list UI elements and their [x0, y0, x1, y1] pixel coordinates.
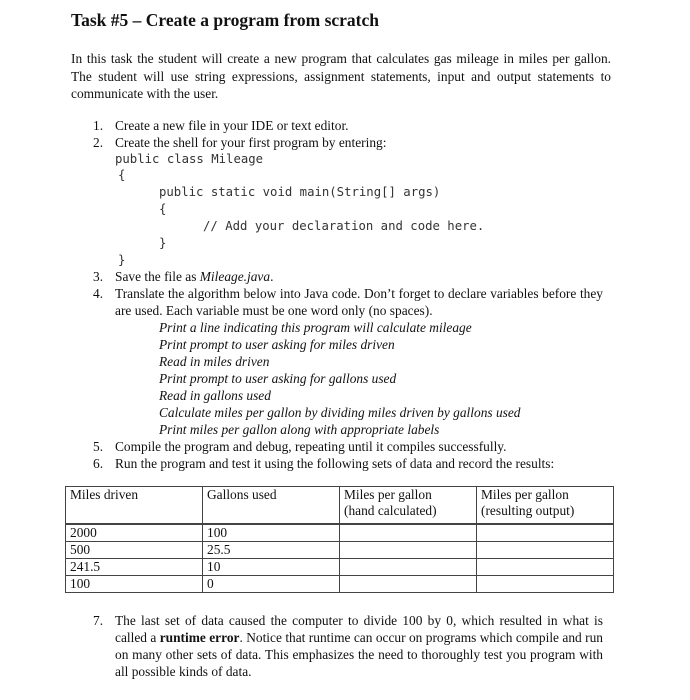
- cell-mpg-output: [477, 559, 614, 576]
- table-row: [66, 576, 614, 593]
- algorithm-line: Print prompt to user asking for miles driven: [159, 337, 395, 352]
- filename-mileage-java: Mileage.java: [199, 269, 271, 284]
- table-row: [66, 542, 614, 559]
- table-row: [66, 559, 614, 576]
- cell-miles: 100: [66, 576, 203, 593]
- algorithm-line: Print prompt to user asking for gallons used: [159, 371, 397, 386]
- step-5-number: 5.: [93, 439, 104, 454]
- cell-gallons: 0: [203, 576, 340, 593]
- algorithm-line: Read in miles driven: [159, 354, 270, 369]
- cell-miles: 2000: [66, 525, 203, 542]
- step-7-number: 7.: [93, 613, 104, 628]
- cell-gallons: 100: [203, 525, 340, 542]
- cell-gallons: 10: [203, 559, 340, 576]
- step-1-number: 1.: [93, 118, 104, 133]
- results-table: [65, 486, 614, 593]
- cell-gallons: 25.5: [203, 542, 340, 559]
- intro-paragraph: In this task the student will create a new program that calculates gas mileage in miles per gallon. The student will use string expressions, assignment statements, input and output statements to communicate with the user.: [71, 51, 611, 101]
- step-5-text: Compile the program and debug, repeating until it compiles successfully.: [115, 439, 507, 454]
- step-3-text: Save the file as Mileage.java.: [115, 269, 274, 284]
- step-4-number: 4.: [93, 286, 104, 301]
- algorithm-line: Read in gallons used: [159, 388, 271, 403]
- cell-miles: 241.5: [66, 559, 203, 576]
- algorithm-line: Print miles per gallon along with appropriate labels: [159, 422, 440, 437]
- header-miles-driven: Miles driven: [66, 487, 203, 524]
- step-3-number: 3.: [93, 269, 104, 284]
- header-mpg-output: Miles per gallon (resulting output): [477, 487, 614, 524]
- algorithm-line: Calculate miles per gallon by dividing miles driven by gallons used: [159, 405, 521, 420]
- algorithm-line: Print a line indicating this program will calculate mileage: [159, 320, 472, 335]
- code-open-brace: {: [118, 168, 126, 182]
- cell-mpg-hand: [340, 525, 477, 542]
- cell-mpg-hand: [340, 576, 477, 593]
- step-2-text: Create the shell for your first program by entering:: [115, 135, 387, 150]
- cell-mpg-output: [477, 576, 614, 593]
- step-6-text: Run the program and test it using the following sets of data and record the results:: [115, 456, 555, 471]
- code-class-line: public class Mileage: [115, 152, 264, 166]
- code-main-line: public static void main(String[] args): [159, 185, 441, 199]
- step-7-text: The last set of data caused the computer to divide 100 by 0, which resulted in what is called a runtime error. Notice that runtime can occur on programs which compile and run on many other sets of data. This emphasizes the need to thoroughly test you program with all possible kinds of data.: [115, 613, 603, 679]
- cell-mpg-output: [477, 542, 614, 559]
- cell-mpg-hand: [340, 559, 477, 576]
- runtime-error-term: runtime error: [159, 630, 240, 645]
- cell-mpg-hand: [340, 542, 477, 559]
- cell-miles: 500: [66, 542, 203, 559]
- table-header-row: [66, 487, 614, 524]
- code-main-close-brace: }: [159, 236, 167, 250]
- step-2-number: 2.: [93, 135, 104, 150]
- cell-mpg-output: [477, 525, 614, 542]
- step-4-text: Translate the algorithm below into Java code. Don’t forget to declare variables before they are used. Each variable must be one word only (no spaces).: [115, 286, 603, 318]
- table-row: [66, 525, 614, 542]
- code-close-brace: }: [118, 253, 126, 267]
- step-1-text: Create a new file in your IDE or text editor.: [115, 118, 349, 133]
- step-6-number: 6.: [93, 456, 104, 471]
- task-title: Task #5 – Create a program from scratch: [71, 10, 379, 30]
- header-mpg-hand: Miles per gallon (hand calculated): [340, 487, 477, 524]
- header-gallons-used: Gallons used: [203, 487, 340, 524]
- code-main-open-brace: {: [159, 202, 167, 216]
- code-comment-line: // Add your declaration and code here.: [203, 219, 485, 233]
